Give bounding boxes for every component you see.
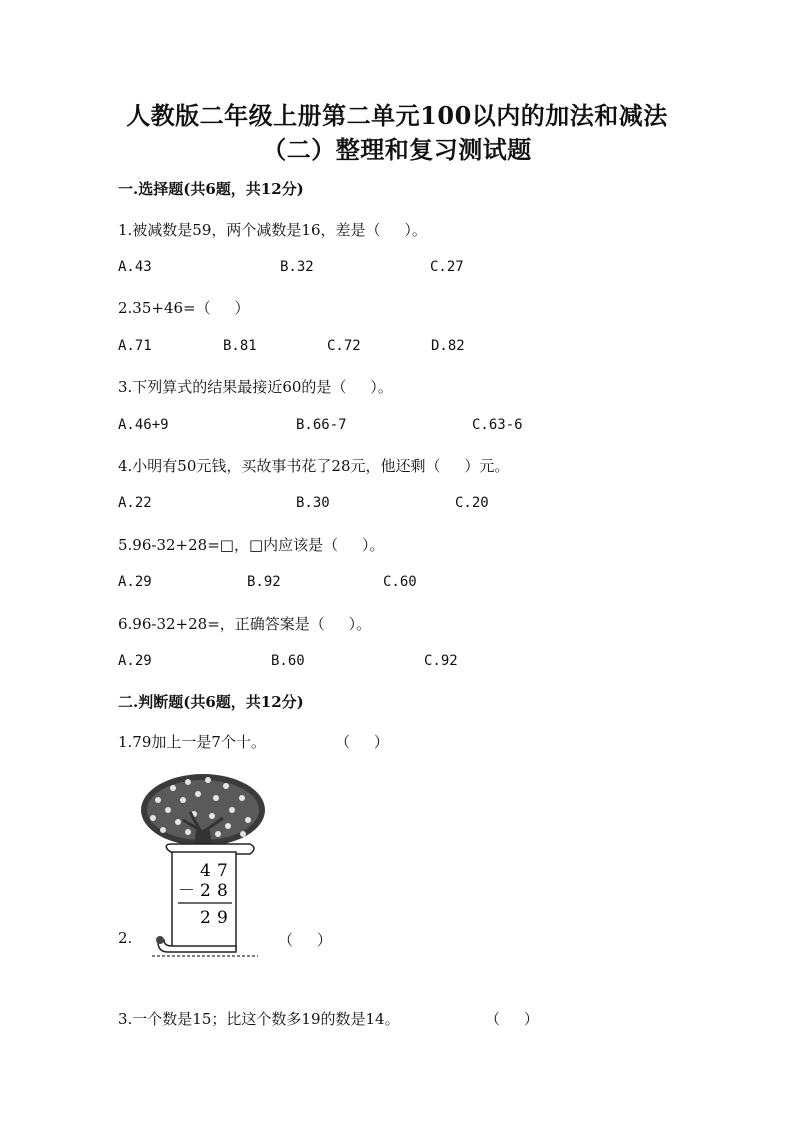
q1-3-option-a: A.46+9 (118, 417, 169, 433)
q1-3-option-b: B.66-7 (296, 417, 347, 433)
judge-question-3: 3.一个数是15；比这个数多19的数是14。 (118, 1010, 400, 1028)
calc-row2-tens: 2 (200, 881, 211, 901)
question-1-3: 3.下列算式的结果最接近60的是（ ）。 (118, 378, 393, 396)
q1-5-option-a: A.29 (118, 574, 152, 590)
q1-1-option-a: A.43 (118, 259, 152, 275)
q1-2-option-b: B.81 (223, 338, 257, 354)
q1-4-option-b: B.30 (296, 495, 330, 511)
calc-row1-tens: 4 (200, 861, 211, 881)
q1-4-option-c: C.20 (455, 495, 489, 511)
question-1-6: 6.96-32+28=，正确答案是（ ）。 (118, 615, 372, 633)
calc-result-ones: 9 (217, 908, 228, 928)
page-title-line-2: （二）整理和复习测试题 (262, 135, 532, 164)
q1-5-option-c: C.60 (383, 574, 417, 590)
q1-2-option-d: D.82 (431, 338, 465, 354)
judge-3-answer-blank: （ ） (485, 1010, 539, 1028)
q1-2-option-c: C.72 (327, 338, 361, 354)
q1-4-option-a: A.22 (118, 495, 152, 511)
q1-6-option-b: B.60 (271, 653, 305, 669)
q1-2-option-a: A.71 (118, 338, 152, 354)
q1-3-option-c: C.63-6 (472, 417, 523, 433)
q1-1-option-b: B.32 (280, 259, 314, 275)
calc-minus-sign: － (178, 881, 195, 901)
judge-question-2-number: 2. (118, 929, 133, 947)
question-1-4: 4.小明有50元钱，买故事书花了28元，他还剩（ ）元。 (118, 457, 510, 475)
judge-question-1: 1.79加上一是7个十。 (118, 733, 266, 751)
calc-row2-ones: 8 (217, 881, 228, 901)
q1-5-option-b: B.92 (247, 574, 281, 590)
q1-6-option-c: C.92 (424, 653, 458, 669)
calc-row1-ones: 7 (217, 861, 228, 881)
section-1-heading: 一.选择题(共6题，共12分) (118, 180, 304, 198)
question-1-5: 5.96-32+28=□，□内应该是（ ）。 (118, 536, 385, 554)
section-2-heading: 二.判断题(共6题，共12分) (118, 693, 304, 711)
page-title-line-1: 人教版二年级上册第二单元100以内的加法和减法 (126, 101, 668, 130)
q1-6-option-a: A.29 (118, 653, 152, 669)
judge-2-answer-blank: （ ） (278, 931, 332, 949)
tree-scroll-illustration (128, 770, 278, 960)
q1-1-option-c: C.27 (430, 259, 464, 275)
question-1-1: 1.被减数是59，两个减数是16，差是（ ）。 (118, 221, 427, 239)
judge-1-answer-blank: （ ） (335, 733, 389, 751)
calc-result-tens: 2 (200, 908, 211, 928)
question-1-2: 2.35+46=（ ） (118, 299, 250, 317)
